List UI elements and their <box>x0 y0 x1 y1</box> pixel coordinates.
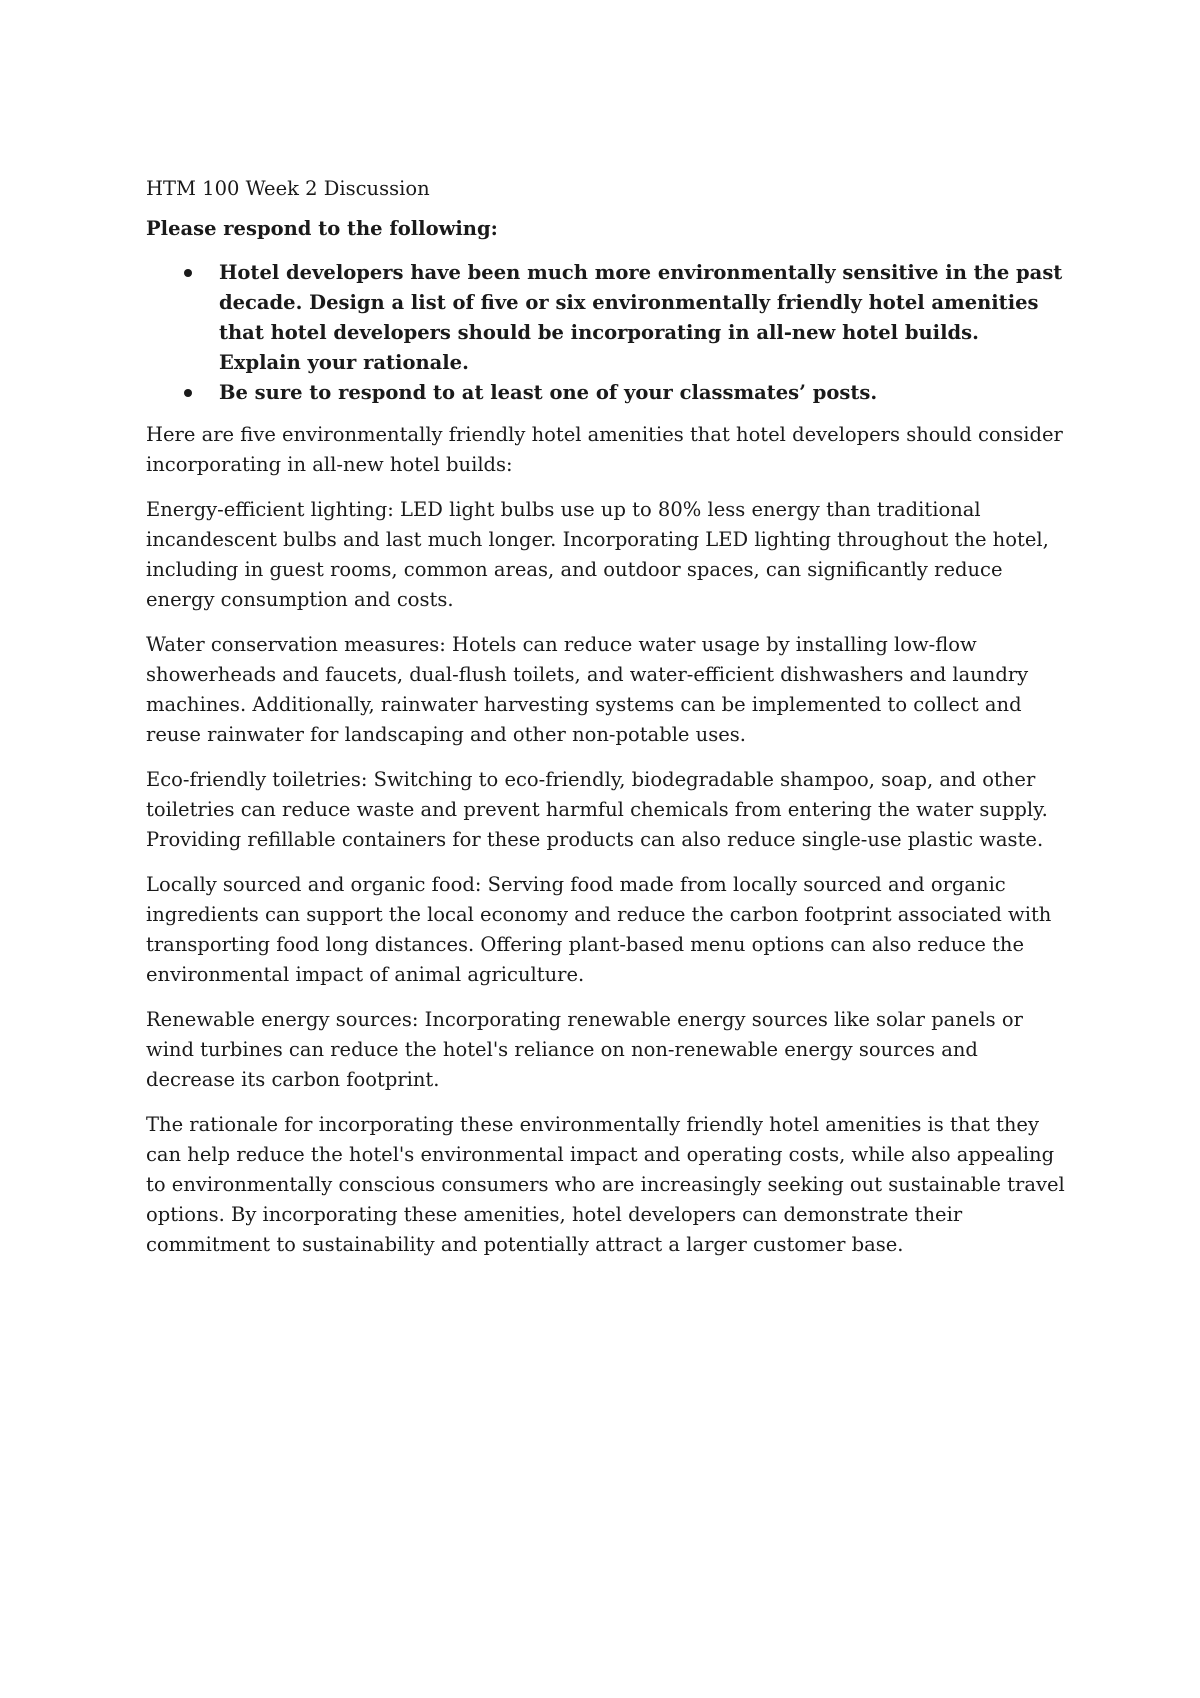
prompt-list <box>146 258 1066 408</box>
course-title: HTM 100 Week 2 Discussion <box>146 177 430 200</box>
prompt-item <box>146 378 1066 408</box>
bullet-icon <box>184 269 192 277</box>
eco-toiletries-paragraph: Eco-friendly toiletries: Switching to eco-friendly, biodegradable shampoo, soap, and other toiletries can reduce waste and prevent harmful chemicals from entering the water supply. Providing refillable containers for these products can also reduce single-use plastic waste. <box>146 768 1048 851</box>
prompt-item-text: Hotel developers have been much more environmentally sensitive in the past decade. Design a list of five or six environmentally friendly hotel amenities that hotel developers should be incorporating in all-new hotel builds. Explain your rationale. <box>219 261 1063 374</box>
bullet-icon <box>184 389 192 397</box>
water-conservation-paragraph: Water conservation measures: Hotels can reduce water usage by installing low-flow showerheads and faucets, dual-flush toilets, and water-efficient dishwashers and laundry machines. Additionally, rainwater harvesting systems can be implemented to collect and reuse rainwater for landscaping and other non-potable uses. <box>146 633 1029 746</box>
renewable-energy-paragraph: Renewable energy sources: Incorporating renewable energy sources like solar panels or wind turbines can reduce the hotel's reliance on non-renewable energy sources and decrease its carbon footprint. <box>146 1008 1023 1091</box>
energy-lighting-paragraph: Energy-efficient lighting: LED light bulbs use up to 80% less energy than traditional incandescent bulbs and last much longer. Incorporating LED lighting throughout the hotel, including in guest rooms, common areas, and outdoor spaces, can significantly reduce energy consumption and costs. <box>146 498 1049 611</box>
document-page <box>146 174 1066 1275</box>
intro-paragraph: Here are five environmentally friendly hotel amenities that hotel developers should consider incorporating in all-new hotel builds: <box>146 423 1063 476</box>
rationale-paragraph: The rationale for incorporating these environmentally friendly hotel amenities is that they can help reduce the hotel's environmental impact and operating costs, while also appealing to environmentally conscious consumers who are increasingly seeking out sustainable travel options. By incorporating these amenities, hotel developers can demonstrate their commitment to sustainability and potentially attract a larger customer base. <box>146 1113 1065 1256</box>
local-food-paragraph: Locally sourced and organic food: Serving food made from locally sourced and organic ingredients can support the local economy and reduce the carbon footprint associated with transporting food long distances. Offering plant-based menu options can also reduce the environmental impact of animal agriculture. <box>146 873 1052 986</box>
prompt-item <box>146 258 1066 378</box>
prompt-item-text: Be sure to respond to at least one of your classmates’ posts. <box>219 381 878 404</box>
prompt-heading: Please respond to the following: <box>146 217 498 240</box>
